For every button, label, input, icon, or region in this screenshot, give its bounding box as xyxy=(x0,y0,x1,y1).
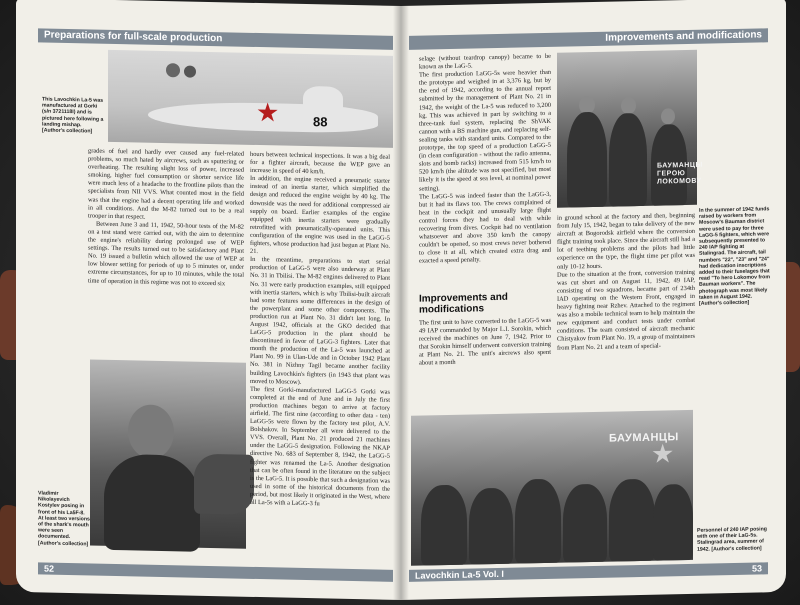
page-number: 52 xyxy=(44,563,55,574)
person-body xyxy=(609,479,655,562)
wheel xyxy=(184,65,196,77)
photo-caption: Vladimir Nikolayevich Kostylev posing in front of his La5F-8. At least two versions of the shark's mouth were seen documented. [Author's collection] xyxy=(38,490,90,548)
book-spine xyxy=(393,6,409,600)
text-column xyxy=(250,151,390,510)
pilot-body xyxy=(104,454,200,552)
section-heading: Improvements and modifications xyxy=(419,291,508,316)
paragraph: The first unit to have converted to the LaGG-5 was 49 IAP commanded by Major L.I. Sorokin, which received the machines on June 7, 1942. Prior to that Sorokin himself underwent conversion training at Plant No. 21. The unit's aircrews also spent about a month xyxy=(419,316,551,368)
person-body xyxy=(421,485,467,566)
paragraph: grades of fuel and hardly ever caused any fuel-related problems, so much hated by aircrews, such as sputtering or overheating. The resulting slight loss of power, increased smoking, higher fuel consumption or shorter service life were much less of a headache to the frontline pilots than the specialists from NII VVS. What counted most in the field was that the engine had a decent operating life and worked in all conditions. And the M-82 turned out to be a real trooper in that respect. xyxy=(88,147,244,221)
book-title: Lavochkin La-5 Vol. I xyxy=(415,568,504,581)
shark-mouth xyxy=(194,454,254,515)
left-page xyxy=(16,0,401,600)
person-body xyxy=(563,484,607,563)
right-page-header: Improvements and modifications xyxy=(409,28,768,50)
right-page-footer xyxy=(409,562,768,582)
photo-personnel-group xyxy=(411,410,693,566)
text-column xyxy=(419,317,551,368)
red-star-insignia: ★ xyxy=(651,438,675,469)
page-number: 53 xyxy=(751,563,762,574)
person-head xyxy=(621,97,636,114)
person-body xyxy=(653,484,693,561)
fuselage-inscription: БАУМАНЦЫ ГЕРОЮ ЛОКОМОВУ xyxy=(657,161,703,186)
person-body xyxy=(567,112,607,208)
pilot-helmet xyxy=(128,404,174,459)
person-body xyxy=(515,479,561,564)
paragraph: selage (without teardrop canopy) became to be known as the LaG-5. The first production LaGG-5s were heavier than the prototype and weighed in at 3,376 kg, but by the end of 1942, according to the annual report submitted by the management of Plant No. 21 in 1942, the weight of the La-5 was reduced to 3,200 kg. This was achieved in part by switching to a three-tank fuel system, replacing the ShVAK cannon with a BS machine gun, and replacing self-sealing tanks with standard units. Compared to the prototype, the top speed of a production LaGG-5 (in clean configuration - without the radio antenna, slots and bomb racks) increased from 515 km/h to 520 km/h (the altitude was not specified, but most likely it is the speed at sea level, at nominal power setting). The LaGG-5 was indeed faster than the LaGG-3, but it had its flaws too. The crews complained of heat in the cockpit and unusually large flight control forces they had to deal with while recovering from dives. Cockpit had no ventilation whatsoever and above 350 km/h the canopy couldn't be opened, so most crews never bothered to close it at all, which created extra drag and exacted a speed penalty. xyxy=(419,52,551,265)
person-body xyxy=(469,488,513,565)
photo-caption: This Lavochkin La-5 was manufactured at Gorki (s/n 3721118I) and is pictured here following a landing mishap. [Author's collection] xyxy=(42,96,104,135)
wheel xyxy=(166,63,180,77)
photo-caption: Personnel of 240 IAP posing with one of their LaG-5s. Stalingrad area, summer of 1942. [Author's collection] xyxy=(697,526,767,553)
text-column xyxy=(88,147,244,288)
red-star-insignia: ★ xyxy=(256,96,280,128)
paragraph: Between June 3 and 11, 1942, 50-hour tests of the M-82 on a test stand were carried out, with the aim to determine the engine's reliability during prolonged use of WEP settings. The results turned out to be satisfactory and Plant No. 19 issued a bulletin which allowed the use of WEP at low blower setting for periods of up to 5 minutes or, under extreme circumstances, for up to 10 minutes, while the total time of operation in this regime was not to exceed six xyxy=(88,220,244,287)
person-body xyxy=(609,113,647,207)
paragraph: in ground school at the factory and then, beginning from July 15, 1942, began to take delivery of the new aircraft at Bogorodsk airfield where the conversion flight training took place. Since the aircraft still had a lot of teething problems and the pilots had little experience on the type, the flight time per pilot was only 10-12 hours. Due to the situation at the front, conversion training was cut short and on August 11, 1942, 49 IAP, consisting of two squadrons, became part of 234th IAD operating on the Western Front, engaged in heavy fighting near Rzhev. Attached to the regiment was also a mobile technical team to help maintain the new equipment and conduct tests under combat conditions. The team consisted of aircraft mechanic Chistyakov from Plant No. 19, a group of maintainers from Plant No. 21 and a team of special- xyxy=(557,211,695,352)
tail-number: 88 xyxy=(313,114,328,130)
left-page-footer xyxy=(38,562,393,581)
photo-pilot xyxy=(90,359,246,548)
aircraft-tail xyxy=(303,86,343,117)
open-book xyxy=(16,6,786,600)
photo-crashed-aircraft xyxy=(108,50,393,148)
photo-aircrew xyxy=(557,50,703,208)
fuselage-inscription: БАУМАНЦЫ xyxy=(609,431,679,445)
right-page xyxy=(401,0,786,600)
person-head xyxy=(661,108,675,124)
text-column xyxy=(419,53,551,266)
photo-caption: In the summer of 1942 funds raised by workers from Moscow's Bauman district were used to pay for three LaGG-5 fighters, which were subsequently presented to 240 IAP fighting at Stalingrad. The aircraft, tail numbers "22", "23" and "24" had dedication inscriptions added to their fuselages that read "To hero Lokomov from Bauman workers". The photograph was most likely taken in August 1942. [Author's collection] xyxy=(699,206,770,307)
paragraph: hours between technical inspections. It was a big deal for a fighter aircraft, because the WEP gave an increase in speed of 40 km/h. In addition, the engine received a pneumatic starter instead of an inertia starter, which simplified the design and reduced the engine weight by 40 kg. The downside was the need for additional compressed air supply on board. Earlier examples of the engine equipped with inertia starters were gradually retrofitted with pneumatically-operated units. This configuration of the engine was used in the LaGG-5 fighters, whose production had just begun at Plant No. 21. In the meantime, preparations to start serial production of LaGG-5 were also underway at Plant No. 31 in Tbilisi. The M-82 engines delivered to Plant No. 31 were early production examples, still equipped with inertia starters, which is why Tbilisi-built aircraft had some features some differences in the design of the powerplant and some other components. The production run at Plant No. 31 didn't last long. In August 1942, officials at the GKO decided that LaGG-5 production in the plant should be discontinued in favor of LaGG-3 fighters. Later that month the production of the La-5 was launched at Plant No. 99 in Ulan-Ude and in October 1942 Plant No. 381 in Nizhny Tagil became another facility building Lavochkin's fighters (in 1943 that plant was moved to Moscow). The first Gorki-manufactured LaGG-5 Gorki was completed at the end of June and in July the first production machines began to arrive at factory airfield. The first nine (according to other data - ten) LaGG-5s were flown by the factory test pilot, A.V. Bolshakov. In September all were delivered to the VVS. Overall, Plant No. 21 produced 21 machines under the LaGG-5 designation. Following the NKAP directive No. 683 of September 8, 1942, the LaGG-5 fighter was renamed the La-5. Another designation that can be often found in the literature on the subject is the LaG-5. It is possible that such a designation was used in some of the historical documents from the period, but most likely it originated in the West, where all La-5s with a LaGG-3 fu xyxy=(250,150,390,508)
left-page-header: Preparations for full-scale production xyxy=(38,28,393,49)
text-column xyxy=(557,212,695,352)
